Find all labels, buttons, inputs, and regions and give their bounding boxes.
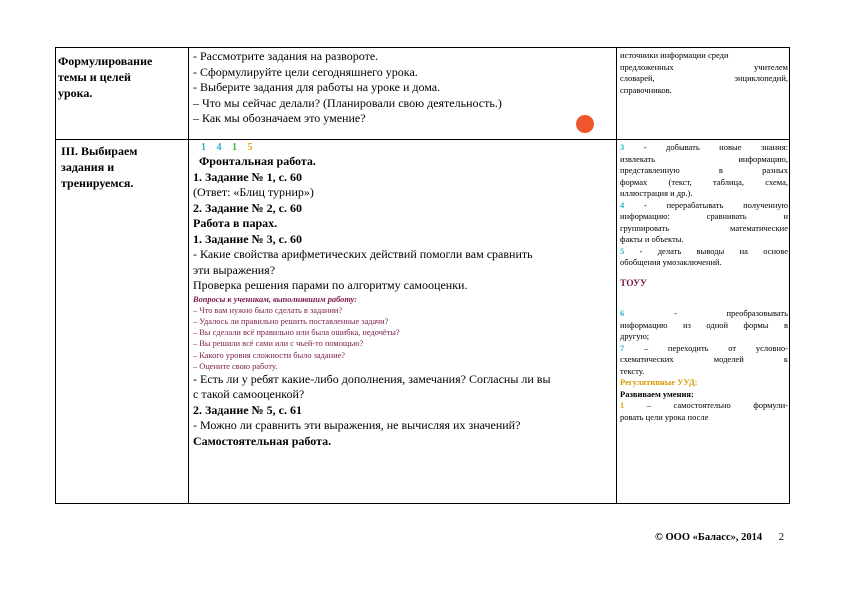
uud-number: 3 (620, 142, 625, 152)
uud-item-6 (620, 308, 788, 320)
uud-number: 7 (620, 342, 625, 353)
activity-line: эти выражения? (193, 262, 276, 277)
uud-line: группировать математические (620, 222, 788, 233)
stage-line: задания и (61, 160, 115, 174)
uud-item-7 (620, 343, 788, 355)
uud-line: тексту. (620, 365, 645, 376)
activity-line: Фронтальная работа. (199, 154, 316, 168)
uud-line: информацию: сравнивать и (620, 211, 788, 221)
stage-line: урока. (58, 86, 93, 100)
activity-line: 2. Задание № 5, с. 61 (193, 402, 302, 417)
uud-line: извлекать информацию, (620, 153, 788, 164)
copyright-text: © ООО «Баласс», 2014 (655, 532, 763, 543)
questions-heading: Вопросы к ученикам, выполнявшим работу: (193, 294, 358, 304)
uud-line: информацию из одной формы в (620, 319, 788, 330)
row1-activity-cell (193, 49, 615, 127)
uud-line: справочников. (620, 84, 672, 95)
activity-line: – Как мы обозначаем это умение? (193, 111, 366, 125)
uud-line: – самостоятельно формули- (646, 400, 788, 410)
uud-line: - перерабатывать полученную (644, 199, 788, 210)
activity-line: - Какие свойства арифметических действий помогли вам сравнить (193, 247, 533, 261)
activity-line: Работа в парах. (193, 216, 278, 230)
stage-line: тренируемся. (61, 176, 134, 190)
uud-line: обобщения умозаключений. (620, 257, 722, 267)
question-line: – Вы сделали всё правильно или была ошибка, недочёты? (193, 328, 400, 338)
page-number: 2 (778, 532, 784, 543)
uud-line: – переходить от условно- (643, 342, 788, 353)
activity-line: Проверка решения парами по алгоритму самооценки. (193, 278, 468, 292)
stage-line: Формулирование (58, 54, 153, 68)
uud-line: формах (текст, таблица, схема, (620, 176, 788, 187)
uud-item-4 (620, 200, 788, 212)
level-number: 4 (216, 142, 223, 153)
activity-line: - Рассмотрите задания на развороте. (193, 49, 379, 63)
row2-uud-cell (620, 142, 788, 423)
activity-line: (Ответ: «Блиц турнир») (193, 185, 314, 199)
question-line: – Вы решили всё сами или с чьей-то помощью? (193, 339, 364, 349)
stage-line: III. Выбираем (61, 144, 138, 158)
uud-line: другую; (620, 331, 650, 341)
uud-line: - преобразовывать (673, 308, 788, 318)
row2-stage-cell (61, 143, 186, 191)
uud-line: словарей, энциклопедий, (620, 73, 788, 83)
uud-item-1 (620, 400, 788, 412)
lesson-table (55, 47, 790, 504)
level-number: 1 (201, 142, 207, 153)
develop-heading: Развиваем умения: (620, 388, 694, 399)
activity-line: – Что мы сейчас делали? (Планировали свою деятельность.) (193, 95, 502, 110)
level-numbers (193, 141, 615, 154)
question-line: – Какого уровня сложности было задание? (193, 350, 346, 360)
uud-item-3 (620, 142, 788, 154)
uud-line: факты и объекты. (620, 234, 684, 244)
activity-line: с такой самооценкой? (193, 387, 305, 402)
orange-circle-marker (576, 115, 594, 133)
regulative-heading: Регулятивные УУД: (620, 377, 698, 387)
touu-heading: ТОУУ (620, 278, 648, 289)
uud-item-5 (620, 246, 788, 258)
row2-activity-cell (193, 141, 615, 449)
level-number: 5 (247, 142, 254, 153)
uud-number: 4 (620, 199, 625, 210)
uud-line: - делать выводы на основе (639, 245, 788, 256)
uud-line: предложенных учителем (620, 61, 788, 72)
activity-line: 1. Задание № 3, с. 60 (193, 231, 302, 246)
row1-uud-cell (620, 50, 788, 96)
stage-line: темы и целей (58, 70, 131, 84)
activity-line: - Сформулируйте цели сегодняшнего урока. (193, 64, 418, 79)
uud-line: иллюстрация и др.). (620, 188, 693, 198)
uud-line: ровать цели урока после (620, 411, 709, 422)
activity-line: 1. Задание № 1, с. 60 (193, 169, 302, 184)
uud-number: 6 (620, 308, 625, 318)
uud-number: 5 (620, 245, 625, 256)
uud-line: представленную в разных (620, 165, 788, 175)
page-footer (655, 532, 784, 543)
uud-line: схематических моделей к (620, 354, 788, 364)
uud-line: источники информации среди (620, 50, 729, 60)
question-line: – Что вам нужно было сделать в задании? (193, 305, 343, 315)
activity-line: 2. Задание № 2, с. 60 (193, 200, 302, 215)
activity-line: Самостоятельная работа. (193, 433, 332, 448)
activity-line: - Есть ли у ребят какие-либо дополнения, замечания? Согласны ли вы (193, 371, 551, 386)
activity-line: - Можно ли сравнить эти выражения, не вычисляя их значений? (193, 418, 521, 433)
activity-line: - Выберите задания для работы на уроке и дома. (193, 80, 441, 94)
level-number: 1 (232, 142, 238, 153)
question-line: – Оцените свою работу. (193, 361, 278, 371)
uud-line: - добывать новые знания: (643, 142, 788, 152)
uud-number: 1 (620, 400, 625, 410)
question-line: – Удалось ли правильно решить поставленные задачи? (193, 316, 389, 326)
row1-stage-cell (58, 53, 183, 101)
